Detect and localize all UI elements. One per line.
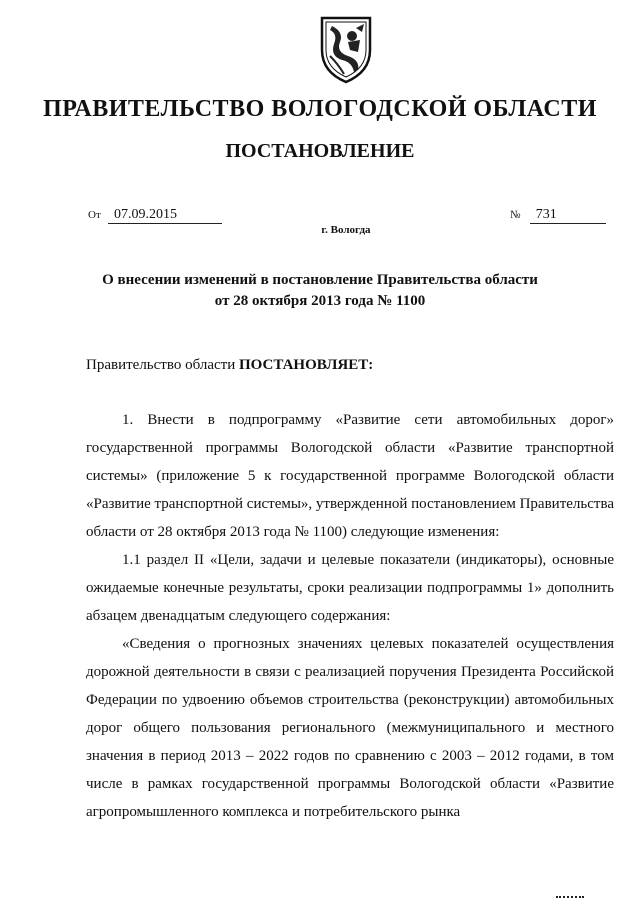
- decree-prefix: Правительство области: [86, 357, 239, 373]
- page-title: ПРАВИТЕЛЬСТВО ВОЛОГОДСКОЙ ОБЛАСТИ: [43, 96, 597, 122]
- paragraph-2: 1.1 раздел II «Цели, задачи и целевые показатели (индикаторы), основные ожидаемые конечные результаты, сроки реализации подпрограммы 1» дополнить абзацем двенадцатым следующего содержания:: [86, 552, 614, 624]
- city: г. Вологда: [321, 224, 371, 236]
- paragraph-3: «Сведения о прогнозных значениях целевых показателей осуществления дорожной деятельности в связи с реализацией поручения Президента Российской Федерации по удвоению объемов строительства (реконструкции) автомобильных дорог общего пользования регионального (межмуниципального и местного значения в период 2013 – 2022 годов по сравнению с 2003 – 2012 годами, в том числе в рамках государственной программы Вологодской области «Развитие агропромышленного комплекса и потребительского рынка: [86, 636, 614, 820]
- coat-of-arms-icon: [318, 12, 374, 84]
- date-value: 07.09.2015: [108, 207, 222, 224]
- number-label: №: [510, 209, 521, 221]
- decree-keyword: ПОСТАНОВЛЯЕТ:: [238, 357, 374, 373]
- number-value: 731: [530, 207, 606, 224]
- document-body: [86, 406, 614, 826]
- decree-statement: [86, 357, 373, 374]
- paragraph-1: 1. Внести в подпрограмму «Развитие сети автомобильных дорог» государственной программы Вологодской области «Развитие транспортной системы» (приложение 5 к государственной программе Вологодской области «Развитие транспортной системы», утвержденной постановлением Правительства области от 28 октября 2013 года № 1100) следующие изменения:: [86, 412, 614, 540]
- document-type: ПОСТАНОВЛЕНИЕ: [225, 140, 415, 162]
- subject-line-1: О внесении изменений в постановление Правительства области: [102, 272, 538, 288]
- document-subject: [0, 270, 640, 312]
- page-mark: [556, 896, 584, 901]
- date-label: От: [88, 209, 101, 221]
- number-field: [510, 206, 606, 224]
- subject-line-2: от 28 октября 2013 года № 1100: [214, 293, 426, 309]
- date-field: [88, 206, 222, 224]
